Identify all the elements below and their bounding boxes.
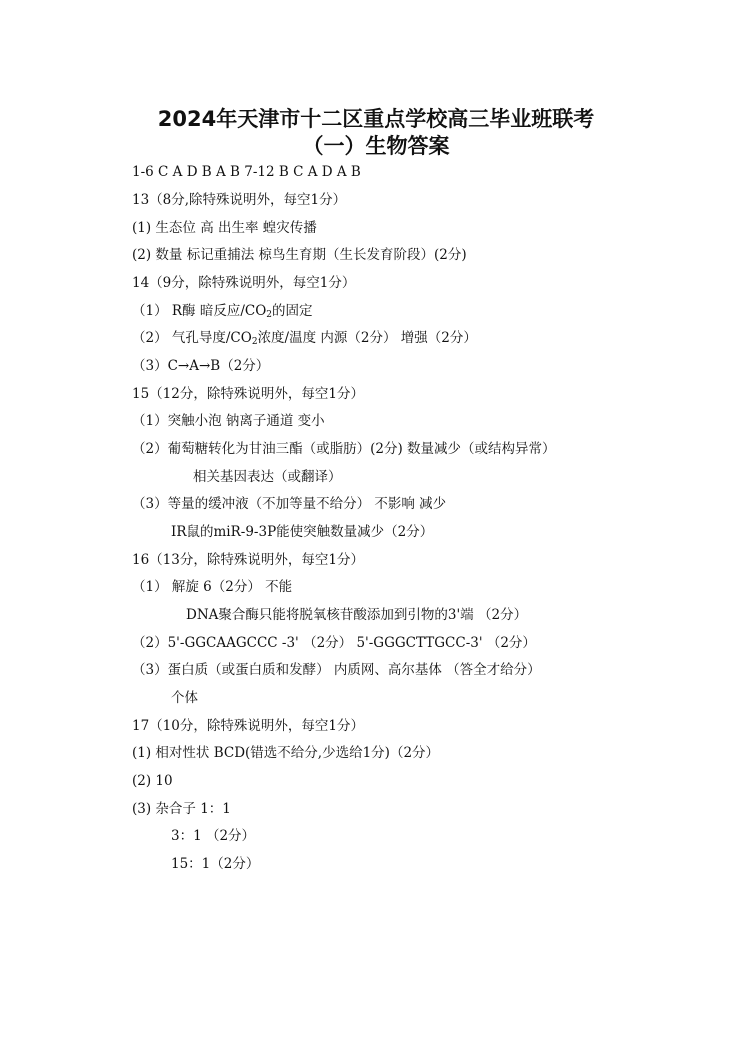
q14-answer-1: （1） R酶 暗反应$/CO_2$的固定 bbox=[132, 303, 313, 320]
q15-header: 15（12分，除特殊说明外，每空1分） bbox=[132, 386, 364, 402]
q15-answer-1: （1）突触小泡 钠离子通道 变小 bbox=[132, 413, 325, 429]
q17-header: 17（10分，除特殊说明外，每空1分） bbox=[132, 718, 364, 734]
q13-header: 13（8分,除特殊说明外，每空1分） bbox=[132, 192, 347, 208]
q15-answer-2-cont: 相关基因表达（或翻译） bbox=[193, 469, 342, 485]
mc-answers: 1-6 C A D B A B 7-12 B C A D A B bbox=[132, 164, 361, 180]
q15-answer-3-cont: IR鼠的miR-9-3P能使突触数量减少（2分） bbox=[171, 524, 434, 540]
q13-answer-2: (2) 数量 标记重捕法 椋鸟生育期（生长发育阶段）(2分) bbox=[132, 247, 467, 263]
q17-answer-3c: 15：1（2分） bbox=[171, 856, 260, 872]
q16-header: 16（13分，除特殊说明外，每空1分） bbox=[132, 552, 364, 568]
q16-answer-3: （3）蛋白质（或蛋白质和发酵） 内质网、高尔基体 （答全才给分） bbox=[132, 662, 541, 678]
page-subtitle: （一）生物答案 bbox=[302, 134, 450, 158]
q17-answer-2: (2) 10 bbox=[132, 773, 173, 789]
q15-answer-2: （2）葡萄糖转化为甘油三酯（或脂肪）(2分) 数量减少（或结构异常） bbox=[132, 441, 556, 457]
q14-header: 14（9分，除特殊说明外，每空1分） bbox=[132, 275, 356, 291]
q16-answer-2: （2）5'-GGCAAGCCC -3' （2分） 5'-GGGCTTGCC-3' （2分） bbox=[132, 635, 536, 651]
q17-answer-3: (3) 杂合子 1：1 bbox=[132, 801, 231, 817]
q14-answer-2: （2） 气孔导度$/CO_2$浓度/温度 内源（2分） 增强（2分） bbox=[132, 330, 477, 347]
q16-answer-3-cont: 个体 bbox=[171, 690, 198, 706]
q16-answer-1-cont: DNA聚合酶只能将脱氧核苷酸添加到引物的3'端 （2分） bbox=[186, 607, 528, 623]
q13-answer-1: (1) 生态位 高 出生率 蝗灾传播 bbox=[132, 220, 317, 236]
q14-answer-3: （3）C→A→B（2分） bbox=[132, 358, 270, 374]
q17-answer-1: (1) 相对性状 BCD(错选不给分,少选给1分)（2分） bbox=[132, 745, 440, 761]
q17-answer-3b: 3：1 （2分） bbox=[171, 828, 256, 844]
q16-answer-1: （1） 解旋 6（2分） 不能 bbox=[132, 579, 293, 595]
q15-answer-3: （3）等量的缓冲液（不加等量不给分） 不影响 减少 bbox=[132, 496, 447, 512]
page-title: 2024年天津市十二区重点学校高三毕业班联考 bbox=[157, 107, 595, 131]
